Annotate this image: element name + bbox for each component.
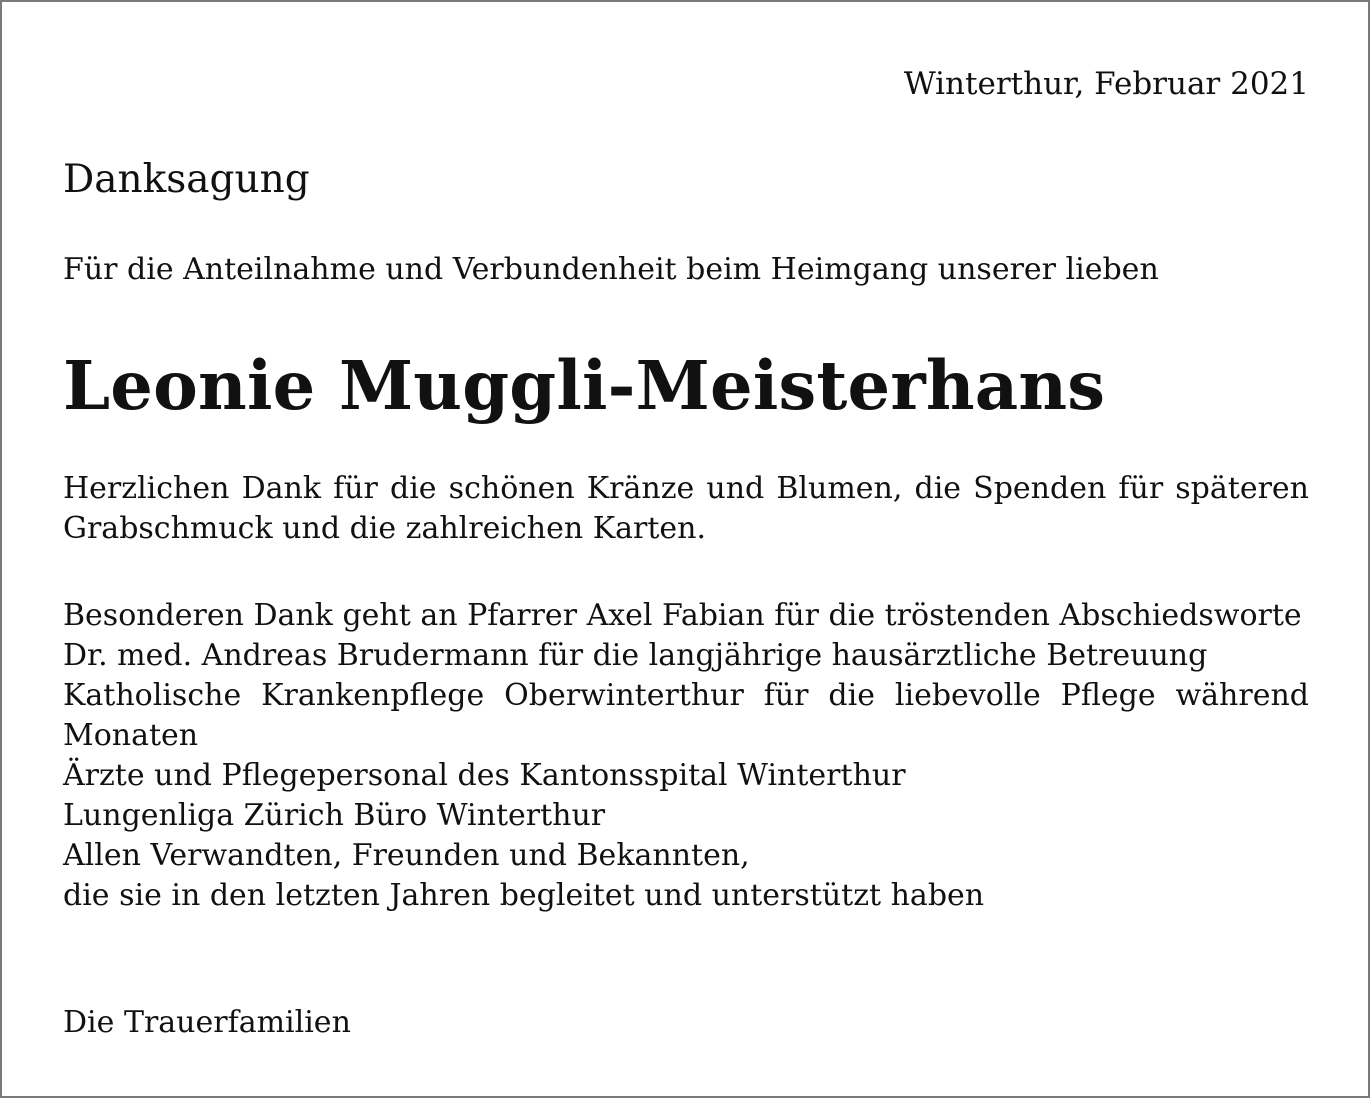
thanks-line: Allen Verwandten, Freunden und Bekannten, xyxy=(63,838,750,873)
deceased-name: Leonie Muggli-Meisterhans xyxy=(63,346,1106,425)
special-thanks-block xyxy=(63,596,1309,916)
signature: Die Trauerfamilien xyxy=(63,1005,351,1040)
thanks-line: Katholische Krankenpflege Oberwinterthur für die liebevolle Pflege während Monaten xyxy=(63,678,1309,753)
thanks-line: Dr. med. Andreas Brudermann für die langjährige hausärztliche Betreuung xyxy=(63,638,1208,673)
place-date: Winterthur, Februar 2021 xyxy=(903,66,1309,102)
thanks-line: Ärzte und Pflegepersonal des Kantonsspital Winterthur xyxy=(63,758,906,793)
thanks-line: Besonderen Dank geht an Pfarrer Axel Fabian für die tröstenden Abschiedsworte xyxy=(63,598,1302,633)
thanks-line: die sie in den letzten Jahren begleitet und unterstützt haben xyxy=(63,878,985,913)
notice-heading: Danksagung xyxy=(63,157,310,202)
thanks-paragraph: Herzlichen Dank für die schönen Kränze und Blumen, die Spenden für späteren Grabschmuck und die zahlreichen Karten. xyxy=(63,471,1309,546)
thanks-line: Lungenliga Zürich Büro Winterthur xyxy=(63,798,606,833)
intro-text: Für die Anteilnahme und Verbundenheit beim Heimgang unserer lieben xyxy=(63,252,1159,287)
